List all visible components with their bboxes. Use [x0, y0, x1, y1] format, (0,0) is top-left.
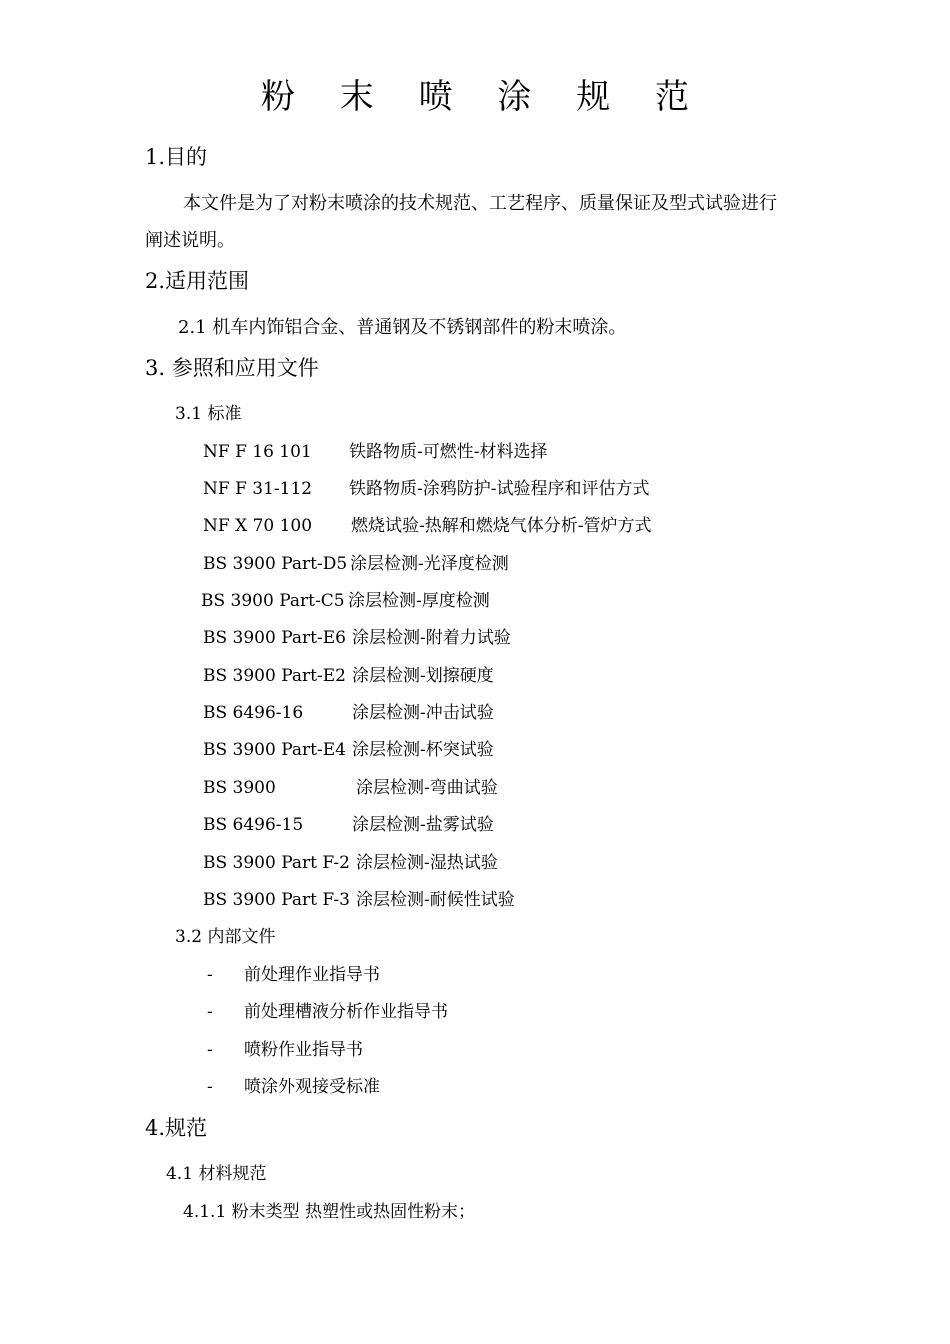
scope-item: 2.1 机车内饰铝合金、普通钢及不锈钢部件的粉末喷涂。	[178, 317, 627, 338]
standard-code: BS 3900	[203, 778, 276, 798]
standard-code: NF F 31-112	[203, 479, 313, 499]
standard-code: BS 6496-15	[203, 815, 304, 835]
standard-description: 涂层检测-弯曲试验	[356, 778, 498, 798]
internal-docs-subheading: 3.2 内部文件	[175, 927, 276, 947]
list-item: 喷粉作业指导书	[244, 1040, 363, 1060]
standard-description: 涂层检测-划擦硬度	[352, 666, 494, 686]
standard-description: 涂层检测-耐候性试验	[356, 890, 515, 910]
standard-code: BS 6496-16	[203, 703, 304, 723]
section-3-heading: 3. 参照和应用文件	[145, 356, 319, 380]
list-bullet: -	[207, 1002, 213, 1022]
list-item: 喷涂外观接受标准	[244, 1077, 380, 1097]
purpose-text-line-2: 阐述说明。	[145, 230, 235, 251]
standard-code: BS 3900 Part-E6	[203, 628, 346, 648]
section-2-heading: 2.适用范围	[145, 269, 250, 293]
standard-description: 燃烧试验-热解和燃烧气体分析-管炉方式	[351, 516, 652, 536]
standard-code: NF F 16 101	[203, 442, 312, 462]
section-1-heading: 1.目的	[145, 145, 208, 169]
standard-code: BS 3900 Part F-3	[203, 890, 350, 910]
list-item: 前处理槽液分析作业指导书	[244, 1002, 448, 1022]
standard-description: 涂层检测-盐雾试验	[352, 815, 494, 835]
purpose-text-line-1: 本文件是为了对粉末喷涂的技术规范、工艺程序、质量保证及型式试验进行	[183, 193, 777, 214]
powder-type-item: 4.1.1 粉末类型 热塑性或热固性粉末；	[183, 1202, 476, 1222]
standard-code: BS 3900 Part-D5	[203, 554, 348, 574]
standard-description: 涂层检测-附着力试验	[352, 628, 511, 648]
standard-code: BS 3900 Part-E2	[203, 666, 346, 686]
standard-description: 铁路物质-可燃性-材料选择	[349, 442, 548, 462]
list-item: 前处理作业指导书	[244, 965, 380, 985]
list-bullet: -	[207, 1040, 213, 1060]
standard-description: 涂层检测-光泽度检测	[350, 554, 509, 574]
standard-description: 铁路物质-涂鸦防护-试验程序和评估方式	[349, 479, 650, 499]
standard-description: 涂层检测-湿热试验	[356, 853, 498, 873]
document-title: 粉 末 喷 涂 规 范	[260, 77, 707, 117]
section-4-heading: 4.规范	[145, 1116, 208, 1140]
material-spec-subheading: 4.1 材料规范	[166, 1164, 267, 1184]
standard-code: BS 3900 Part-E4	[203, 740, 346, 760]
standard-description: 涂层检测-厚度检测	[348, 591, 490, 611]
standard-code: BS 3900 Part-C5	[201, 591, 345, 611]
standard-description: 涂层检测-杯突试验	[352, 740, 494, 760]
standard-code: NF X 70 100	[203, 516, 313, 536]
standards-subheading: 3.1 标准	[175, 404, 242, 424]
list-bullet: -	[207, 1077, 213, 1097]
standard-description: 涂层检测-冲击试验	[352, 703, 494, 723]
standard-code: BS 3900 Part F-2	[203, 853, 350, 873]
list-bullet: -	[207, 965, 213, 985]
